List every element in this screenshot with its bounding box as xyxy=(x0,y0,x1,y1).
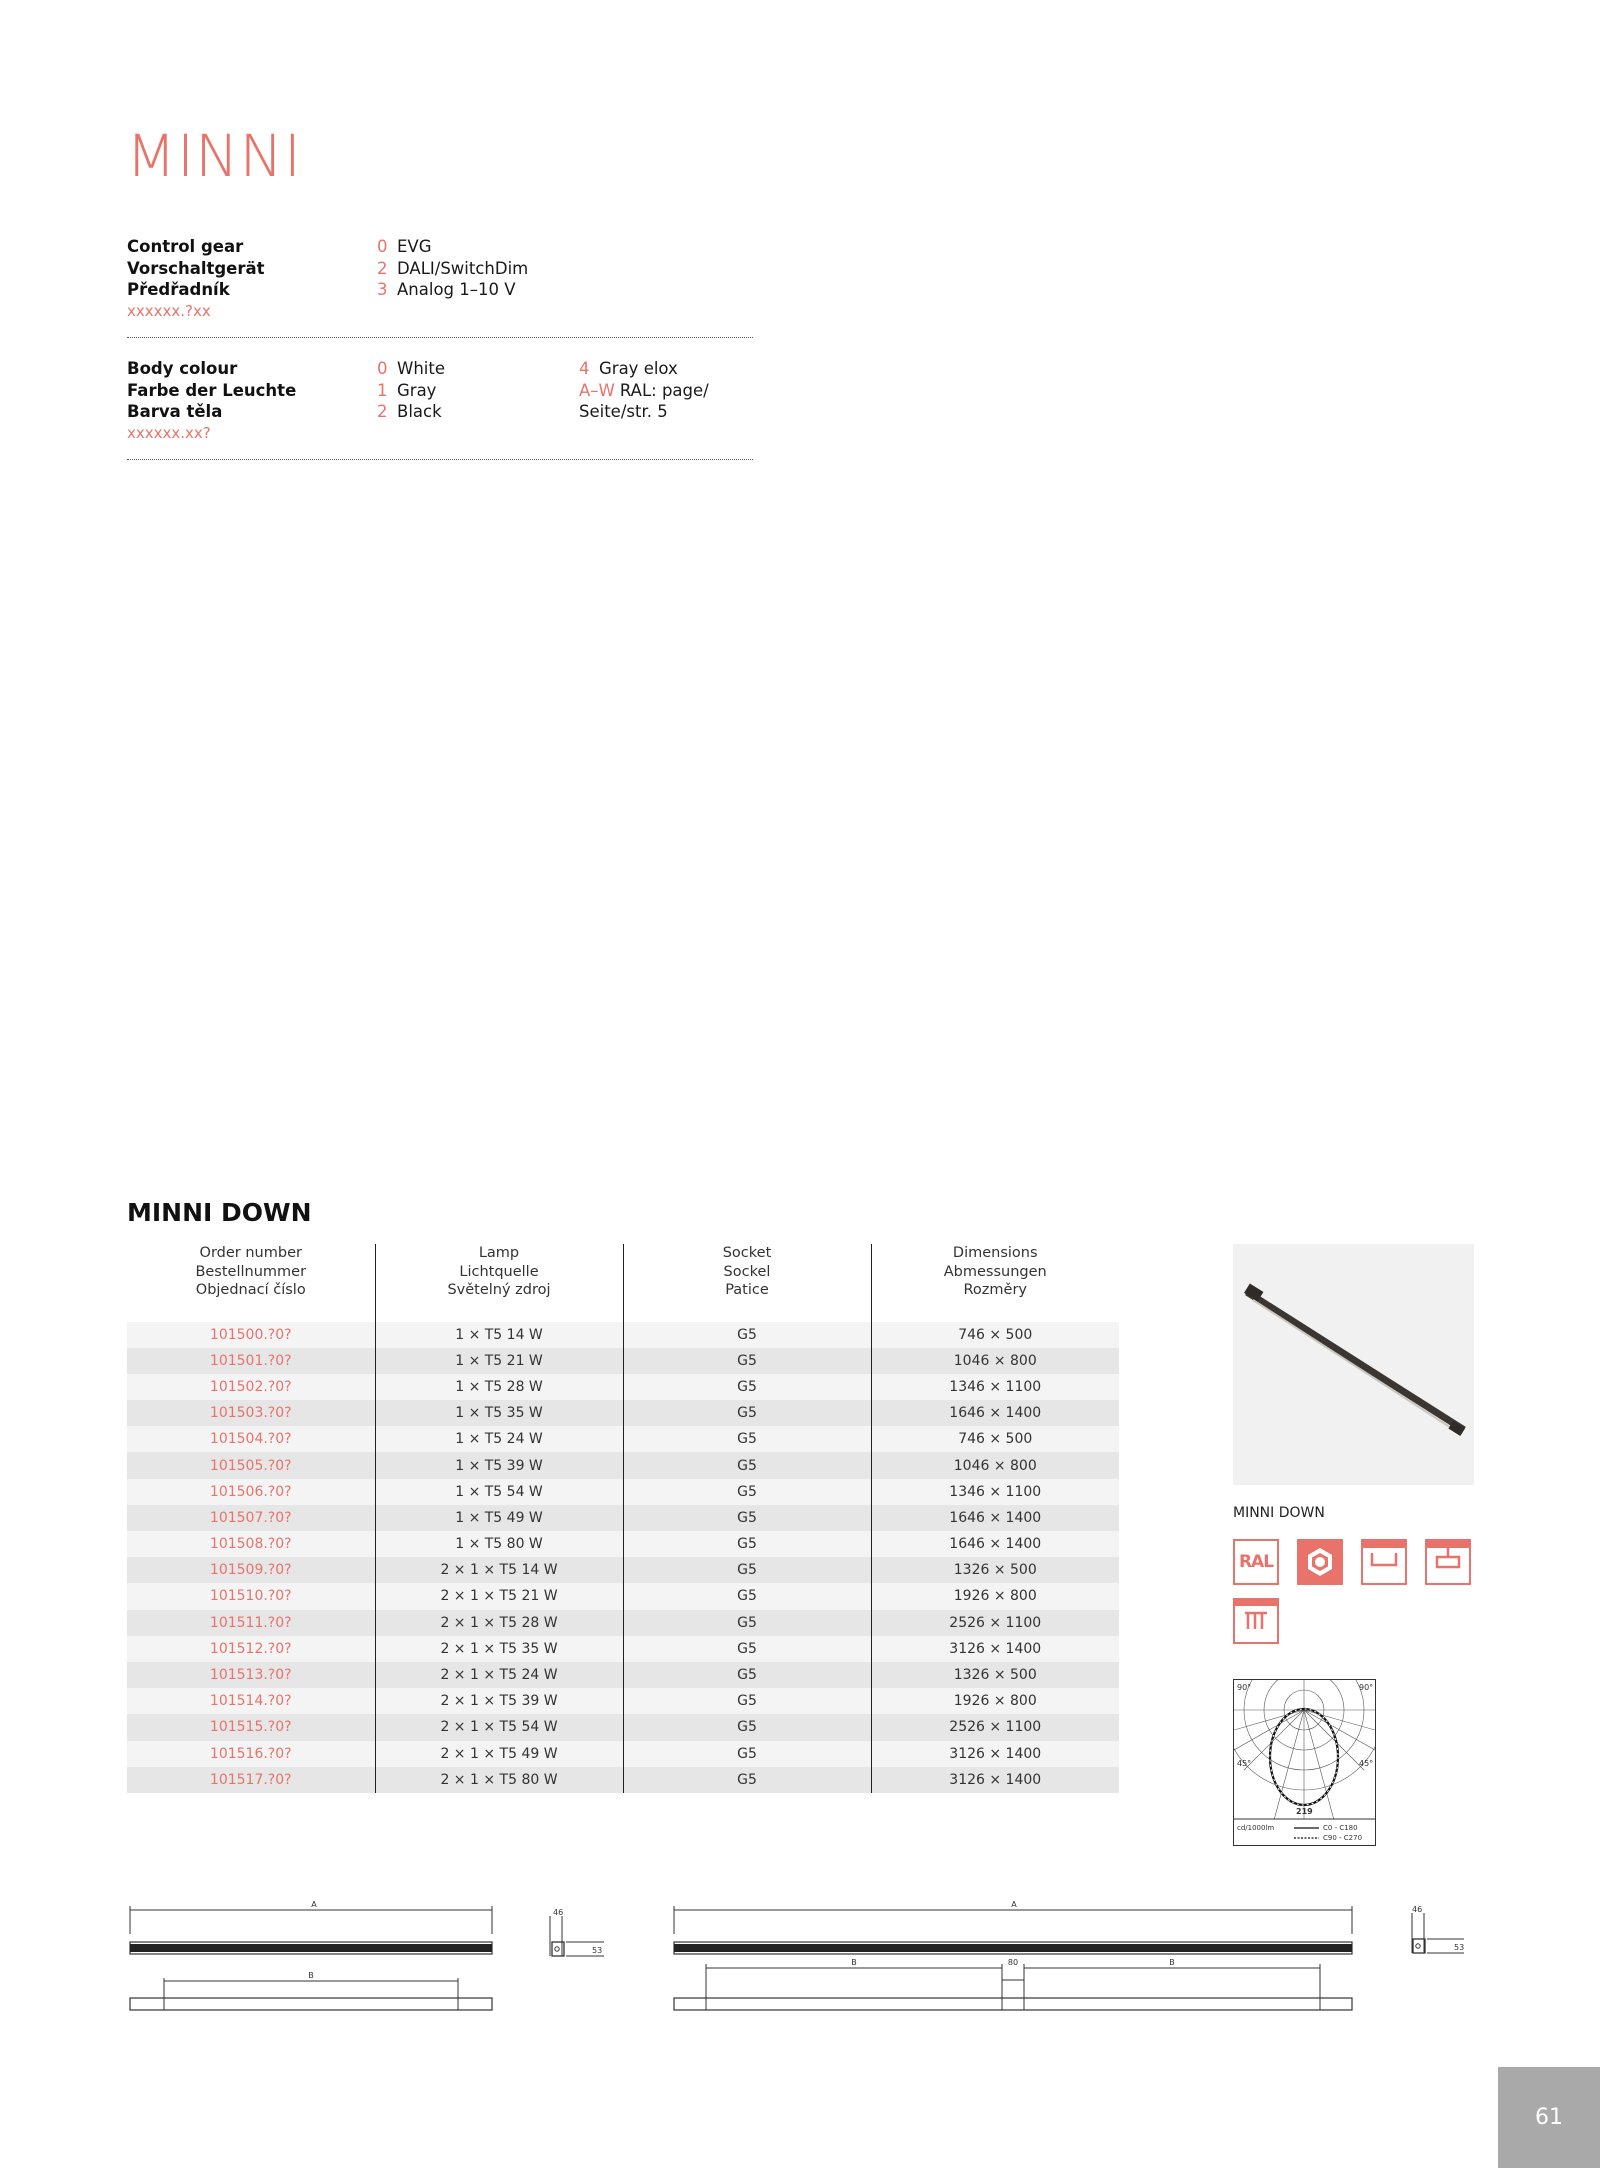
lamp-cell: 1 × T5 24 W xyxy=(375,1426,623,1452)
table-row xyxy=(127,1505,1119,1531)
option-number: 2 xyxy=(377,402,388,421)
order-number-cell: 101504.?0? xyxy=(127,1426,375,1452)
body-colour-option xyxy=(377,401,445,423)
option-text: Gray elox xyxy=(599,359,678,378)
lamp-cell: 1 × T5 49 W xyxy=(375,1505,623,1531)
socket-cell: G5 xyxy=(623,1557,871,1583)
control-gear-option xyxy=(377,236,528,258)
table-row xyxy=(127,1452,1119,1478)
socket-cell: G5 xyxy=(623,1452,871,1478)
control-gear-option xyxy=(377,279,528,301)
lamp-cell: 2 × 1 × T5 54 W xyxy=(375,1714,623,1740)
control-gear-option xyxy=(377,258,528,280)
table-row xyxy=(127,1583,1119,1609)
option-number: 3 xyxy=(377,280,388,299)
order-number-cell: 101501.?0? xyxy=(127,1348,375,1374)
page-title: MINNI xyxy=(126,122,303,190)
product-table xyxy=(127,1244,1119,1793)
lamp-cell: 2 × 1 × T5 24 W xyxy=(375,1662,623,1688)
lamp-cell: 1 × T5 14 W xyxy=(375,1322,623,1348)
dimensions-cell: 3126 × 1400 xyxy=(871,1636,1119,1662)
socket-cell: G5 xyxy=(623,1322,871,1348)
order-number-cell: 101514.?0? xyxy=(127,1688,375,1714)
order-number-cell: 101517.?0? xyxy=(127,1767,375,1793)
socket-cell: G5 xyxy=(623,1400,871,1426)
lamp-cell: 1 × T5 54 W xyxy=(375,1479,623,1505)
dimension-drawing-double xyxy=(668,1900,1358,2015)
order-number-cell: 101502.?0? xyxy=(127,1374,375,1400)
dimensions-cell: 2526 × 1100 xyxy=(871,1714,1119,1740)
light-distribution-diagram xyxy=(1233,1679,1376,1846)
dimensions-cell: 3126 × 1400 xyxy=(871,1741,1119,1767)
order-number-cell: 101508.?0? xyxy=(127,1531,375,1557)
angle-label-90-right: 90° xyxy=(1359,1683,1374,1692)
ral-icon xyxy=(1233,1539,1279,1585)
divider xyxy=(127,459,753,460)
order-number-cell: 101511.?0? xyxy=(127,1610,375,1636)
lamp-cell: 1 × T5 21 W xyxy=(375,1348,623,1374)
header-lamp: Lamp Lichtquelle Světelný zdroj xyxy=(375,1244,623,1308)
control-gear-labels xyxy=(127,236,265,322)
control-gear-code: xxxxxx.?xx xyxy=(127,301,211,320)
table-row xyxy=(127,1662,1119,1688)
order-number-cell: 101516.?0? xyxy=(127,1741,375,1767)
dimensions-cell: 1326 × 500 xyxy=(871,1662,1119,1688)
dimensions-cell: 1926 × 800 xyxy=(871,1688,1119,1714)
socket-cell: G5 xyxy=(623,1688,871,1714)
profile-section-single xyxy=(548,1908,608,1960)
table-row xyxy=(127,1479,1119,1505)
table-spacer-row xyxy=(127,1308,1119,1322)
option-text: Analog 1–10 V xyxy=(397,280,516,299)
table-row xyxy=(127,1767,1119,1793)
option-number: 0 xyxy=(377,237,388,256)
table-row xyxy=(127,1400,1119,1426)
table-row xyxy=(127,1741,1119,1767)
socket-cell: G5 xyxy=(623,1636,871,1662)
lamp-cell: 2 × 1 × T5 14 W xyxy=(375,1557,623,1583)
socket-cell: G5 xyxy=(623,1767,871,1793)
dimensions-cell: 746 × 500 xyxy=(871,1426,1119,1452)
control-gear-values xyxy=(377,236,528,301)
dimension-drawing-single xyxy=(126,1900,496,2015)
dimensions-cell: 746 × 500 xyxy=(871,1322,1119,1348)
socket-cell: G5 xyxy=(623,1479,871,1505)
profile-width-label: 53 xyxy=(592,1946,603,1955)
table-row xyxy=(127,1531,1119,1557)
body-colour-values-1 xyxy=(377,358,445,423)
profile-width-label: 53 xyxy=(1454,1943,1465,1952)
body-colour-option xyxy=(377,358,445,380)
pendant-mount-icon xyxy=(1425,1539,1471,1585)
header-order-number: Order number Bestellnummer Objednací číslo xyxy=(195,1245,307,1298)
socket-cell: G5 xyxy=(623,1610,871,1636)
option-number: A–W xyxy=(579,380,615,400)
profile-section-double xyxy=(1408,1905,1468,1957)
option-text: RAL: page/ xyxy=(619,380,709,400)
dimension-label-b: B xyxy=(308,1971,314,1980)
legend-solid: C0 - C180 xyxy=(1323,1824,1358,1832)
socket-cell: G5 xyxy=(623,1374,871,1400)
photo-caption: MINNI DOWN xyxy=(1233,1505,1325,1521)
lamp-cell: 2 × 1 × T5 21 W xyxy=(375,1583,623,1609)
dimensions-cell: 1646 × 1400 xyxy=(871,1531,1119,1557)
socket-cell: G5 xyxy=(623,1714,871,1740)
order-number-cell: 101510.?0? xyxy=(127,1583,375,1609)
table-row xyxy=(127,1426,1119,1452)
table-row xyxy=(127,1374,1119,1400)
option-number: 0 xyxy=(377,359,388,378)
option-text: Seite/str. 5 xyxy=(579,402,668,421)
order-number-cell: 101505.?0? xyxy=(127,1452,375,1478)
lamp-cell: 1 × T5 80 W xyxy=(375,1531,623,1557)
body-colour-option xyxy=(377,380,445,402)
angle-label-90-left: 90° xyxy=(1237,1683,1252,1692)
order-number-cell: 101513.?0? xyxy=(127,1662,375,1688)
product-rows xyxy=(127,1308,1119,1793)
surface-mount-icon xyxy=(1361,1539,1407,1585)
lamp-cell: 2 × 1 × T5 28 W xyxy=(375,1610,623,1636)
order-number-cell: 101503.?0? xyxy=(127,1400,375,1426)
dimension-label-b-left: B xyxy=(851,1958,857,1967)
header-dimensions: Dimensions Abmessungen Rozměry xyxy=(871,1244,1119,1308)
option-text: Gray xyxy=(397,380,437,400)
product-photo xyxy=(1233,1244,1474,1485)
dimensions-cell: 1646 × 1400 xyxy=(871,1505,1119,1531)
option-text: EVG xyxy=(397,237,432,256)
body-colour-labels xyxy=(127,358,296,444)
dimension-label-a: A xyxy=(1011,1900,1017,1909)
body-colour-option xyxy=(579,401,709,423)
table-row xyxy=(127,1610,1119,1636)
table-header-row xyxy=(127,1244,1119,1308)
order-number-cell: 101512.?0? xyxy=(127,1636,375,1662)
socket-cell: G5 xyxy=(623,1348,871,1374)
option-number: 1 xyxy=(377,380,388,400)
order-number-cell: 101507.?0? xyxy=(127,1505,375,1531)
table-row xyxy=(127,1348,1119,1374)
ral-icon-label: RAL xyxy=(1238,1552,1274,1572)
socket-cell: G5 xyxy=(623,1741,871,1767)
table-row xyxy=(127,1688,1119,1714)
body-colour-label-en: Body colour xyxy=(127,359,238,378)
dimension-label-b-right: B xyxy=(1169,1958,1175,1967)
body-colour-values-2 xyxy=(579,358,709,423)
table-row xyxy=(127,1557,1119,1583)
lamp-cell: 2 × 1 × T5 35 W xyxy=(375,1636,623,1662)
profile-height-label: 46 xyxy=(1412,1905,1423,1914)
body-colour-option xyxy=(579,358,709,380)
dimensions-cell: 1326 × 500 xyxy=(871,1557,1119,1583)
dimensions-cell: 1046 × 800 xyxy=(871,1452,1119,1478)
lamp-cell: 2 × 1 × T5 80 W xyxy=(375,1767,623,1793)
socket-cell: G5 xyxy=(623,1426,871,1452)
dimensions-cell: 1346 × 1100 xyxy=(871,1374,1119,1400)
dimensions-cell: 1346 × 1100 xyxy=(871,1479,1119,1505)
option-text: DALI/SwitchDim xyxy=(397,258,529,278)
control-gear-options xyxy=(127,236,753,326)
dimensions-cell: 1926 × 800 xyxy=(871,1583,1119,1609)
body-colour-label-de: Farbe der Leuchte xyxy=(127,380,297,400)
lamp-cell: 1 × T5 35 W xyxy=(375,1400,623,1426)
order-number-cell: 101506.?0? xyxy=(127,1479,375,1505)
socket-cell: G5 xyxy=(623,1505,871,1531)
legend-dashed: C90 - C270 xyxy=(1323,1834,1363,1842)
page-number: 61 xyxy=(1498,2067,1600,2168)
profile-height-label: 46 xyxy=(553,1908,564,1917)
table-row xyxy=(127,1636,1119,1662)
lamp-cell: 2 × 1 × T5 49 W xyxy=(375,1741,623,1767)
table-row xyxy=(127,1714,1119,1740)
order-number-cell: 101515.?0? xyxy=(127,1714,375,1740)
recessed-mount-icon xyxy=(1233,1598,1279,1644)
header-socket: Socket Sockel Patice xyxy=(623,1244,871,1308)
body-colour-label-cz: Barva těla xyxy=(127,402,223,421)
lamp-cell: 1 × T5 39 W xyxy=(375,1452,623,1478)
body-colour-code: xxxxxx.xx? xyxy=(127,423,211,442)
socket-cell: G5 xyxy=(623,1662,871,1688)
angle-label-45-right: 45° xyxy=(1359,1759,1374,1768)
section-title: MINNI DOWN xyxy=(127,1198,312,1227)
socket-cell: G5 xyxy=(623,1583,871,1609)
peak-intensity-label: 219 xyxy=(1296,1807,1313,1816)
control-gear-label-cz: Předřadník xyxy=(127,280,230,299)
socket-cell: G5 xyxy=(623,1531,871,1557)
body-colour-options xyxy=(127,358,753,448)
dimensions-cell: 2526 × 1100 xyxy=(871,1610,1119,1636)
option-number: 4 xyxy=(579,359,590,378)
option-number: 2 xyxy=(377,258,388,278)
dimensions-cell: 1646 × 1400 xyxy=(871,1400,1119,1426)
option-text: Black xyxy=(397,402,442,421)
dimension-label-gap: 80 xyxy=(1007,1958,1019,1967)
lamp-cell: 1 × T5 28 W xyxy=(375,1374,623,1400)
divider xyxy=(127,337,753,338)
unit-label: cd/1000lm xyxy=(1237,1824,1275,1832)
dimensions-cell: 1046 × 800 xyxy=(871,1348,1119,1374)
hex-nut-icon xyxy=(1297,1539,1343,1585)
option-text: White xyxy=(397,359,445,378)
control-gear-label-en: Control gear xyxy=(127,237,244,256)
body-colour-option xyxy=(579,380,709,402)
control-gear-label-de: Vorschaltgerät xyxy=(127,258,265,278)
order-number-cell: 101509.?0? xyxy=(127,1557,375,1583)
dimension-label-a: A xyxy=(311,1900,317,1909)
order-number-cell: 101500.?0? xyxy=(127,1322,375,1348)
lamp-cell: 2 × 1 × T5 39 W xyxy=(375,1688,623,1714)
angle-label-45-left: 45° xyxy=(1237,1759,1252,1768)
dimensions-cell: 3126 × 1400 xyxy=(871,1767,1119,1793)
table-row xyxy=(127,1322,1119,1348)
